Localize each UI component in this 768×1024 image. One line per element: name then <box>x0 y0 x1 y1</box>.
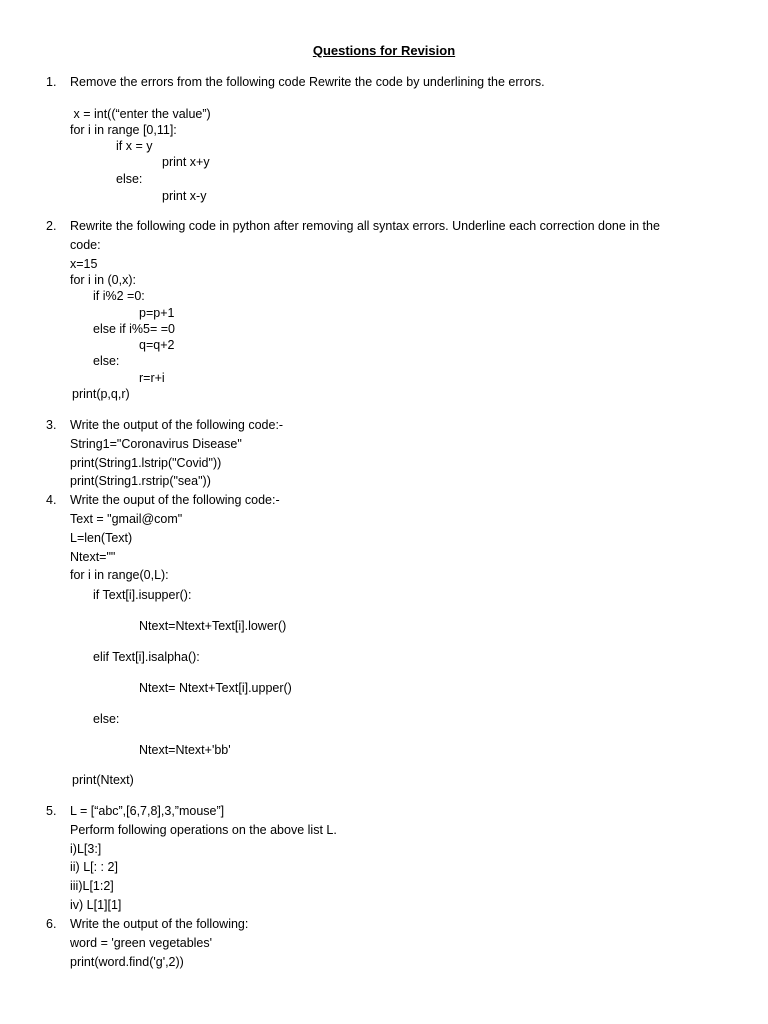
q4-code-line: elif Text[i].isalpha(): <box>93 650 200 664</box>
question-2-prompt-cont: code: <box>70 238 101 252</box>
q6-code-line: print(word.find('g',2)) <box>70 955 184 969</box>
question-1-prompt: Remove the errors from the following code Rewrite the code by underlining the errors. <box>70 75 545 89</box>
q5-line: Perform following operations on the above list L. <box>70 823 337 837</box>
q3-code-line: print(String1.rstrip("sea")) <box>70 474 211 488</box>
q4-code-line: L=len(Text) <box>70 531 133 545</box>
q4-code-line: Ntext=Ntext+'bb' <box>139 743 231 757</box>
q4-code-line: print(Ntext) <box>72 773 134 787</box>
q2-code-line: r=r+i <box>139 371 165 385</box>
question-2-number: 2. <box>46 219 57 233</box>
q1-code-line: print x-y <box>162 189 207 203</box>
q1-code-line: x = int((“enter the value”) <box>70 107 211 121</box>
question-2-prompt: Rewrite the following code in python after removing all syntax errors. Underline each correction done in the <box>70 219 660 233</box>
q4-code-line: Ntext="" <box>70 550 116 564</box>
q2-code-line: if i%2 =0: <box>93 289 145 303</box>
q2-code-line: p=p+1 <box>139 306 175 320</box>
q2-code-line: for i in (0,x): <box>70 273 136 287</box>
q3-code-line: String1="Coronavirus Disease" <box>70 437 242 451</box>
question-3-prompt: Write the output of the following code:- <box>70 418 284 432</box>
q2-code-line: q=q+2 <box>139 338 175 352</box>
q1-code-line: else: <box>116 172 143 186</box>
q1-code-line: for i in range [0,11]: <box>70 123 177 137</box>
q4-code-line: Text = "gmail@com" <box>70 512 183 526</box>
question-4-number: 4. <box>46 493 57 507</box>
question-5-prompt: L = [“abc”,[6,7,8],3,”mouse”] <box>70 804 225 818</box>
q1-code-line: print x+y <box>162 155 210 169</box>
q2-code-line: x=15 <box>70 257 98 271</box>
q4-code-line: for i in range(0,L): <box>70 568 169 582</box>
q6-code-line: word = 'green vegetables' <box>70 936 213 950</box>
q5-line: iii)L[1:2] <box>70 879 114 893</box>
q4-code-line: Ntext= Ntext+Text[i].upper() <box>139 681 292 695</box>
q4-code-line: else: <box>93 712 120 726</box>
question-3-number: 3. <box>46 418 57 432</box>
question-6-number: 6. <box>46 917 57 931</box>
q2-code-line: print(p,q,r) <box>72 387 130 401</box>
q3-code-line: print(String1.lstrip("Covid")) <box>70 456 222 470</box>
q2-code-line: else if i%5= =0 <box>93 322 175 336</box>
question-6-prompt: Write the output of the following: <box>70 917 249 931</box>
page-title: Questions for Revision <box>312 43 456 58</box>
q5-line: ii) L[: : 2] <box>70 860 118 874</box>
q2-code-line: else: <box>93 354 120 368</box>
q4-code-line: if Text[i].isupper(): <box>93 588 192 602</box>
question-5-number: 5. <box>46 804 57 818</box>
question-4-prompt: Write the ouput of the following code:- <box>70 493 280 507</box>
q5-line: iv) L[1][1] <box>70 898 122 912</box>
question-1-number: 1. <box>46 75 57 89</box>
q5-line: i)L[3:] <box>70 842 102 856</box>
q1-code-line: if x = y <box>116 139 153 153</box>
q4-code-line: Ntext=Ntext+Text[i].lower() <box>139 619 287 633</box>
